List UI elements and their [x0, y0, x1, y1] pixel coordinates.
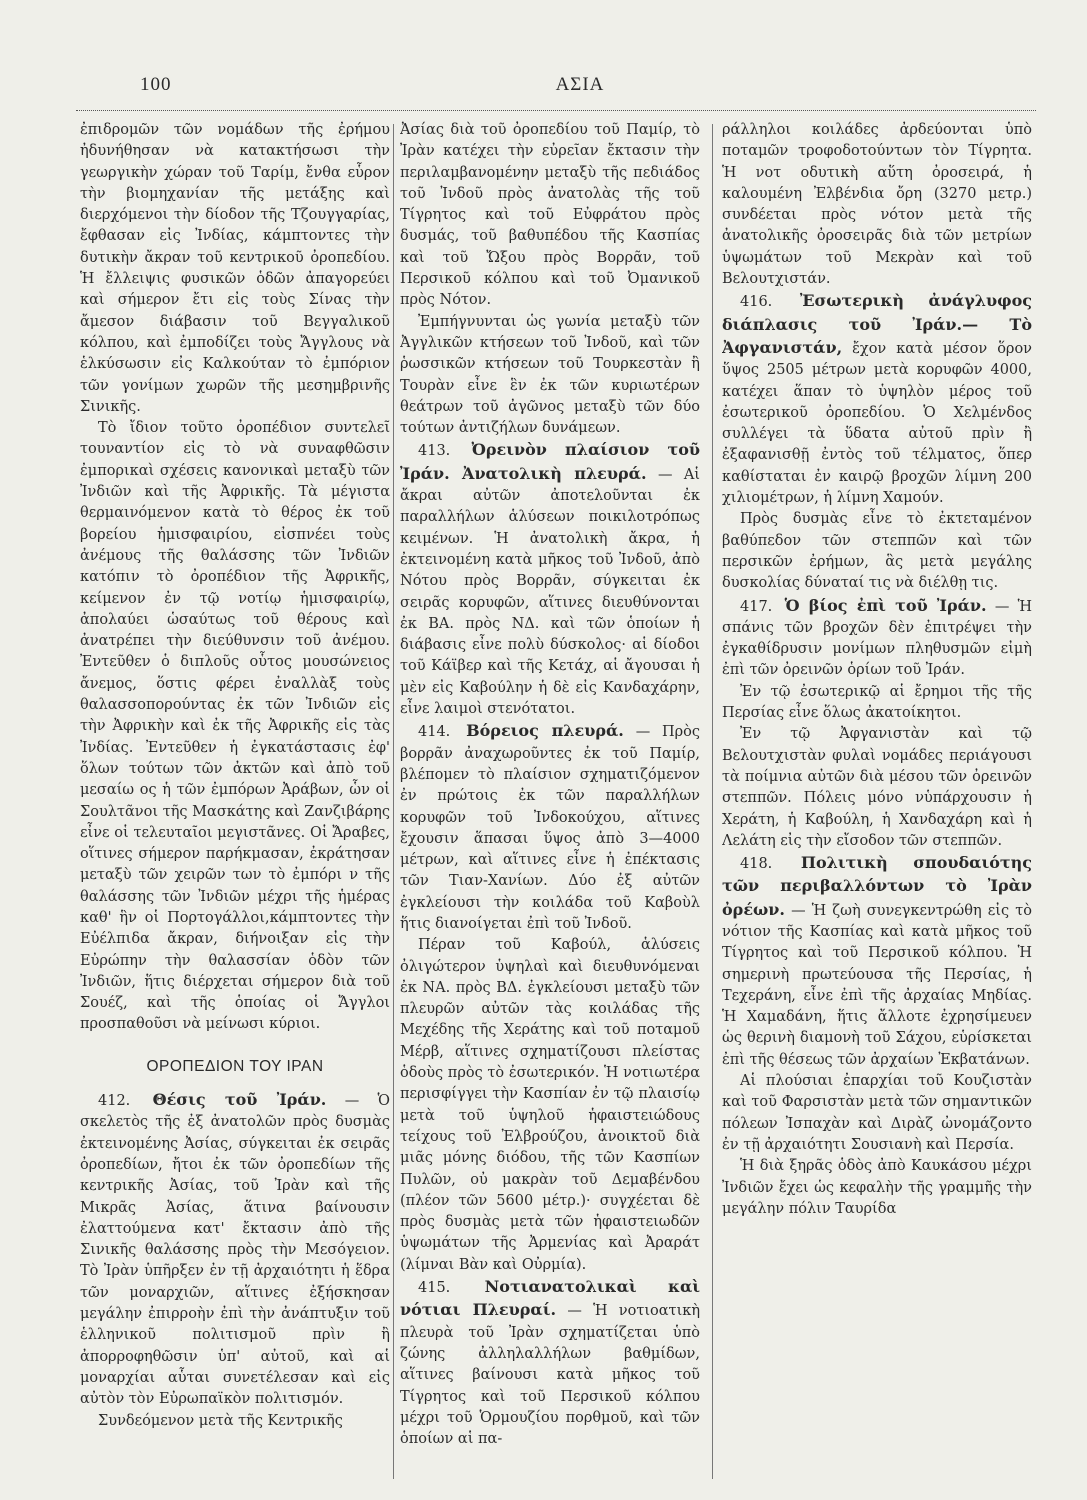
section-number: 418. [740, 856, 773, 873]
section-415 [400, 1276, 700, 1450]
paragraph: Συνδεόμενον μετὰ τῆς Κεντρικῆς [98, 1412, 343, 1429]
page-number: 100 [140, 74, 172, 95]
section-number: 414. [418, 724, 451, 741]
paragraph: ράλληλοι κοιλάδες ἀρδεύονται ὑπὸ ποταμῶν τροφοδοτούντων τὸν Τίγρητα. Ἡ νοτ οδυτικὴ αὕτη ὀροσειρά, ἡ καλουμένη Ἐλβένδια ὄρη (3270 μετρ.) συνδέεται πρὸς νότον μετὰ τῆς ἀνατολικῆς ὀροσειρᾶς διὰ τῶν μετρίων ὑψωμάτων τοῦ Μεκρὰν καὶ τοῦ Βελουτχιστάν. [722, 122, 1032, 288]
text-column-1 [80, 120, 390, 1490]
text-column-2 [400, 120, 700, 1490]
column-divider [712, 124, 713, 1479]
section-number: 416. [740, 294, 773, 311]
section-413 [400, 439, 700, 720]
text-column-3 [722, 120, 1032, 1490]
section-number: 417. [740, 598, 773, 615]
section-heading: Νοτιανατολικαὶ καὶ νότιαι Πλευραί. [400, 1277, 700, 1320]
section-heading: Ἐσωτερικὴ ἀνάγλυφος διάπλασις τοῦ Ἰράν.— Τὸ Ἀφγανιστάν, [722, 291, 1032, 357]
section-heading: Ὀρεινὸν πλαίσιον τοῦ Ἰράν. Ἀνατολικὴ πλευρά. [400, 440, 700, 483]
section-418 [722, 852, 1032, 1071]
paragraph: Πρὸς δυσμὰς εἶνε τὸ ἐκτεταμένον βαθύπεδον τῶν στεππῶν καὶ τῶν περσικῶν ἐρήμων, ἃς μετὰ μεγάλης δυσκολίας δύναταί τις νὰ διέλθῃ τις. [722, 511, 1032, 592]
section-text: — Ἡ ζωὴ συνεγκεντρώθη εἰς τὸ νότιον τῆς Κασπίας καὶ κατὰ μῆκος τοῦ Τίγρητος καὶ τοῦ Περσικοῦ κόλπου. Ἡ σημερινὴ πρωτεύουσα τῆς Περσίας, ἡ Τεχεράνη, εἶνε ἐπὶ τῆς ἀρχαίας Μηδίας. Ἡ Χαμαδάνη, ἥτις ἄλλοτε ἐχρησίμευεν ὡς θερινὴ διαμονὴ τοῦ Σάχου, εὑρίσκεται ἐπὶ τῆς θέσεως τῶν ἀρχαίων Ἐκβατάνων. [722, 902, 1032, 1068]
section-412 [80, 1089, 390, 1410]
paragraph: Αἱ πλούσιαι ἐπαρχίαι τοῦ Κουζιστὰν καὶ τοῦ Φαρσιστὰν μετὰ τῶν σημαντικῶν πόλεων Ἰσπαχὰν καὶ Διρὰζ ὠνομάζοντο ἐν τῇ ἀρχαιότητι Σουσιανὴ καὶ Περσία. [722, 1073, 1032, 1153]
page-header [140, 74, 1020, 104]
section-416 [722, 290, 1032, 509]
section-text: — Ἡ νοτιοατικὴ πλευρὰ τοῦ Ἰρὰν σχηματίζεται ὑπὸ ζώνης ἀλληλαλλήλων βαθμίδων, αἵτινες βαίνουσι κατὰ μῆκος τοῦ Τίγρητος καὶ τοῦ Περσικοῦ κόλπου μέχρι τοῦ Ὁρμουζίου πορθμοῦ, καὶ τῶν ὁποίων αἱ πα- [400, 1303, 700, 1448]
section-text: — Ὁ σκελετὸς τῆς ἐξ ἀνατολῶν πρὸς δυσμὰς ἐκτεινομένης Ἀσίας, σύγκειται ἐκ σειρᾶς ὀροπεδίων, ἤτοι ἐκ τῶν ὀροπεδίων τῆς κεντρικῆς Ἀσίας, τοῦ Ἰρὰν καὶ τῆς Μικρᾶς Ἀσίας, ἅτινα βαίνουσιν ἐλαττούμενα κατ' ἔκτασιν ἀπὸ τῆς Σινικῆς θαλάσσης πρὸς τὴν Μεσόγειον. Τὸ Ἰρὰν ὑπῆρξεν ἐν τῇ ἀρχαιότητι ἡ ἕδρα τῶν μοναρχιῶν, αἵτινες ἐξήσκησαν μεγάλην ἐπιρροὴν ἐπὶ τὴν ἀνάπτυξιν τοῦ ἑλληνικοῦ πολιτισμοῦ πρὶν ἢ ἀπορροφηθῶσιν ὑπ' αὐτοῦ, καὶ αἱ μοναρχίαι αὗται συνετέλεσαν καὶ εἰς αὐτὸν τὸν Εὐρωπαϊκὸν πολιτισμόν. [80, 1093, 390, 1408]
paragraph: Ἡ διὰ ξηρᾶς ὁδὸς ἀπὸ Καυκάσου μέχρι Ἰνδιῶν ἔχει ὡς κεφαλὴν τῆς γραμμῆς τὴν μεγάλην πόλιν Ταυρίδα [722, 1158, 1032, 1217]
section-number: 412. [98, 1093, 131, 1110]
section-heading: Ὁ βίος ἐπὶ τοῦ Ἰράν. [784, 595, 987, 615]
section-heading: Θέσις τοῦ Ἰράν. [152, 1090, 327, 1110]
section-heading: Πολιτικὴ σπουδαιότης τῶν περιβαλλόντων τὸ Ἰρὰν ὀρέων. [722, 853, 1032, 919]
paragraph: Πέραν τοῦ Καβούλ, ἁλύσεις ὀλιγώτερον ὑψηλαὶ καὶ διευθυνόμεναι ἐκ ΝΑ. πρὸς ΒΔ. ἐγκλείουσι μεταξὺ τῶν πλευρῶν αὐτῶν τὰς κοιλάδας τῆς Μεχέδης τῆς Χεράτης καὶ τοῦ ποταμοῦ Μέρβ, αἵτινες σχηματίζουσι πλείστας ὁδοὺς πρὸς τὸ ἐσωτερικόν. Ἡ νοτιωτέρα περισφίγγει τὴν Κασπίαν ἐν τῷ πλαισίῳ μετὰ τοῦ ὑψηλοῦ ἡφαιστειώδους τείχους τοῦ Ἐλβρούζου, ἀνοικτοῦ διὰ μιᾶς μόνης διόδου, τῆς τῶν Κασπίων Πυλῶν, οὐ μακρὰν τοῦ Δεμαβένδου (πλέον τῶν 5600 μέτρ.)· συγχέεται δὲ πρὸς δυσμὰς μετὰ τῶν ἡφαιστειωδῶν ὑψωμάτων τῆς Ἀρμενίας καὶ Ἀραράτ (λίμναι Βὰν καὶ Οὐρμία). [400, 937, 700, 1273]
section-text: — Ἡ σπάνις τῶν βροχῶν δὲν ἐπιτρέψει τὴν ἐγκαθίδρυσιν μονίμων πληθυσμῶν εἰμὴ ἐπὶ τῶν ὀρεινῶν ὁρίων τοῦ Ἰράν. [722, 598, 1032, 679]
column-divider [393, 124, 394, 1479]
paragraph: Ἐν τῷ ἐσωτερικῷ αἱ ἔρημοι τῆς τῆς Περσίας εἶνε ὅλως ἀκατοίκητοι. [722, 683, 1032, 722]
paragraph: Ἐμπήγνυνται ὡς γωνία μεταξὺ τῶν Ἀγγλικῶν κτήσεων τοῦ Ἰνδοῦ, καὶ τῶν ῥωσσικῶν κτήσεων τοῦ Τουρκεστὰν ἢ Τουρὰν εἶνε ἓν ἐκ τῶν κυριωτέρων θεάτρων τοῦ ἀγῶνος μεταξὺ τῶν δύο τούτων ἀντιζήλων δυνάμεων. [400, 313, 700, 437]
section-text: ἔχον κατὰ μέσον ὅρον ὕψος 2505 μέτρων μετὰ κορυφῶν 4000, κατέχει ἅπαν τὸ ὑψηλὸν μέρος τοῦ ἐσωτερικοῦ ὀροπεδίου. Ὁ Χελμένδος συλλέγει τὰ ὕδατα αὐτοῦ πρὶν ἢ ἐξαφανισθῇ ἐντὸς τοῦ τέλματος, ὅπερ καθίσταται ἐν καιρῷ βροχῶν λίμνη 200 χιλιομέτρων, ἡ λίμνη Χαμούν. [722, 340, 1032, 507]
section-text: — Αἱ ἄκραι αὐτῶν ἀποτελοῦνται ἐκ παραλλήλων ἁλύσεων ποικιλοτρόπως κειμένων. Ἡ ἀνατολικὴ ἄκρα, ἡ ἐκτεινομένη κατὰ μῆκος τοῦ Ἰνδοῦ, ἀπὸ Νότου πρὸς Βορρᾶν, σύγκειται ἐκ σειρᾶς κορυφῶν, αἵτινες διευθύνονται ἐκ ΒΑ. πρὸς ΝΔ. καὶ τῶν ὁποίων ἡ διάβασις εἶνε πολὺ δύσκολος· αἱ δίοδοι τοῦ Κάϊβερ καὶ τῆς Κετάχ, αἱ ἄγουσαι ἡ μὲν εἰς Καβούλην ἡ δὲ εἰς Κανδαχάρην, εἶνε λαιμοὶ στενότατοι. [400, 466, 700, 718]
section-number: 415. [418, 1280, 451, 1297]
paragraph: ἐπιδρομῶν τῶν νομάδων τῆς ἐρήμου ἠδυνήθησαν νὰ κατακτήσωσι τὴν γεωργικὴν χώραν τοῦ Ταρίμ, ἔνθα εὗρον τὴν βιομηχανίαν τῆς μετάξης καὶ διερχόμενοι τὴν δίοδον τῆς Τζουγγαρίας, ἔφθασαν εἰς Ἰνδίας, κάμπτοντες τὴν δυτικὴν ἄκραν τοῦ κεντρικοῦ ὀροπεδίου. Ἡ ἔλλειψις φυσικῶν ὁδῶν ἀπαγορεύει καὶ σήμερον ἔτι εἰς τοὺς Σίνας τὴν ἄμεσον διάβασιν τοῦ Βεγγαλικοῦ κόλπου, καὶ ἐμποδίζει τοὺς Ἄγγλους νὰ ἑλκύσωσιν εἰς Καλκούταν τὸ ἐμπόριον τῶν γονίμων χωρῶν τῆς μεσημβρινῆς Σινικῆς. [80, 122, 390, 415]
section-heading: Βόρειος πλευρά. [466, 721, 624, 741]
running-title: ΑΣΙΑ [555, 74, 605, 95]
header-rule [76, 110, 1036, 111]
section-text: — Πρὸς βορρᾶν ἀναχωροῦντες ἐκ τοῦ Παμίρ, βλέπομεν τὸ πλαίσιον σχηματιζόμενον ἐν πρώτοις ἐκ τῶν παραλλήλων κορυφῶν τοῦ Ἰνδοκούχου, αἵτινες ἔχουσιν ἅπασαι ὕψος ἀπὸ 3—4000 μέτρων, καὶ αἵτινες εἶνε ἡ ἐπέκτασις τῶν Τιαν-Χανίων. Δύο ἐξ αὐτῶν ἐγκλείουσι τὴν κοιλάδα τοῦ Καβοὺλ ἥτις διανοίγεται ἐπὶ τοῦ Ἰνδοῦ. [400, 724, 700, 932]
paragraph: Τὸ ἴδιον τοῦτο ὀροπέδιον συντελεῖ τουναντίον εἰς τὸ νὰ συναφθῶσιν ἐμπορικαὶ σχέσεις κανονικαὶ μεταξὺ τῶν Ἰνδιῶν καὶ τῆς Ἀφρικῆς. Τὰ μέγιστα θερμαινόμενον κατὰ τὸ θέρος ἐκ τοῦ βορείου ἡμισφαιρίου, εἰσπνέει τοὺς ἀνέμους τῆς θαλάσσης τῶν Ἰνδιῶν κατόπιν τὸ ὀροπέδιον τῆς Ἀφρικῆς, κείμενον ἐν τῷ νοτίῳ ἡμισφαιρίῳ, ἀπολαύει ὡσαύτως τοῦ θέρους καὶ ἀνατρέπει τὴν διεύθυνσιν τοῦ ἀνέμου. Ἐντεῦθεν ὁ διπλοῦς οὗτος μουσώνειος ἄνεμος, ὅστις φέρει ἐναλλὰξ τοὺς θαλασσοπορούντας ἐκ τῶν Ἰνδιῶν εἰς τὴν Ἀφρικὴν καὶ ἐκ τῆς Ἀφρικῆς εἰς τὰς Ἰνδίας. Ἐντεῦθεν ἡ ἐγκατάστασις ἐφ' ὅλων τούτων τῶν ἀκτῶν καὶ ἀπὸ τοῦ μεσαίω ος ἡ τῶν ἐμπόρων Ἀράβων, ὧν οἱ Σουλτᾶνοι τῆς Μασκάτης καὶ Ζανζιβάρης εἶνε οἱ τελευταῖοι μεγιστᾶνες. Οἱ Ἄραβες, οἵτινες σήμερον παρήκμασαν, ἐκράτησαν μεταξὺ τῶν χειρῶν των τὸ ἐμπόρι ν τῆς θαλάσσης τῶν Ἰνδιῶν μέχρι τῆς ἡμέρας καθ' ἣν οἱ Πορτογάλλοι,κάμπτοντες τὴν Εὐέλπιδα ἄκραν, διήνοιξαν εἰς τὴν Εὐρώπην τὴν θαλασσίαν ὁδὸν τῶν Ἰνδιῶν, ἥτις διέρχεται σήμερον διὰ τοῦ Σουέζ, καὶ τῆς ὁποίας οἱ Ἄγγλοι προσπαθοῦσι νὰ μείνωσι κύριοι. [80, 420, 390, 1033]
section-number: 413. [418, 443, 451, 460]
paragraph: Ἐν τῷ Ἀφγανιστὰν καὶ τῷ Βελουτχιστὰν φυλαὶ νομάδες περιάγουσι τὰ ποίμνια αὐτῶν διὰ μέσου τῶν ὀρεινῶν στεππῶν. Πόλεις μόνο νὑπάρχουσιν ἡ Χεράτη, ἡ Καβούλη, ἡ Χανδαχάρη καὶ ἡ Λελάτη εἰς τὴν εἴσοδον τῶν στεππῶν. [722, 726, 1032, 849]
section-title: ΟΡΟΠΕΔΙΟΝ ΤΟΥ ΙΡΑΝ [146, 1057, 324, 1075]
paragraph: Ἀσίας διὰ τοῦ ὀροπεδίου τοῦ Παμίρ, τὸ Ἰρὰν κατέχει τὴν εὐρεῖαν ἔκτασιν τὴν περιλαμβανομένην μεταξὺ τῆς πεδιάδος τοῦ Ἰνδοῦ πρὸς ἀνατολὰς τῆς τοῦ Τίγρητος καὶ τοῦ Εὐφράτου πρὸς δυσμάς, τοῦ βαθυπέδου τῆς Κασπίας καὶ τοῦ Ὤξου πρὸς Βορρᾶν, τοῦ Περσικοῦ κόλπου καὶ τοῦ Ὀμανικοῦ πρὸς Νότον. [400, 122, 700, 309]
section-414 [400, 720, 700, 935]
section-417 [722, 595, 1032, 682]
